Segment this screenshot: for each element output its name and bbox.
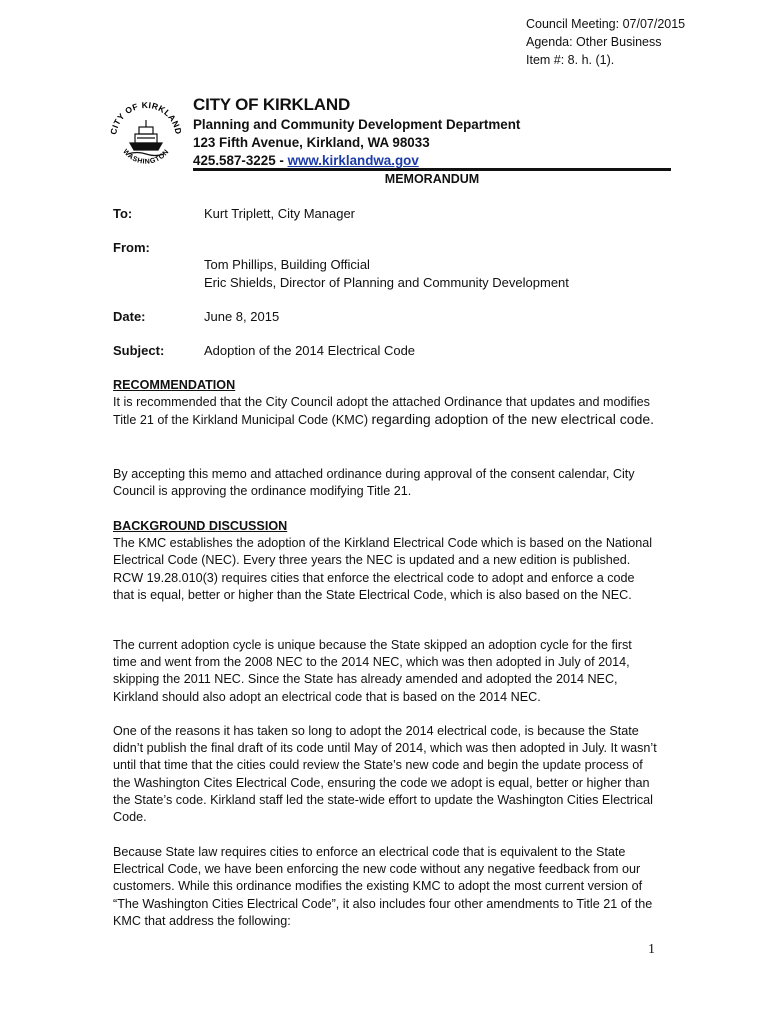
item-number: Item #: 8. h. (1).: [526, 53, 615, 67]
background-paragraph-1: The KMC establishes the adoption of the Kirkland Electrical Code which is based on the National Electrical Code (NEC). Every three years the NEC is updated and a new edition is published. RCW 19.28.010(3) requires cities that enforce the electrical code to adopt and enforce a code that is equal, better or higher than the State Electrical Code, which is also based on the NEC.: [113, 536, 653, 602]
background-heading: BACKGROUND DISCUSSION: [113, 519, 288, 533]
recommendation-paragraph: [113, 394, 658, 429]
date-value: June 8, 2015: [204, 309, 280, 324]
memo-title: MEMORANDUM: [384, 172, 480, 186]
page-number: 1: [648, 942, 655, 957]
from-label: From:: [113, 240, 150, 255]
background-paragraph-4: Because State law requires cities to enforce an electrical code that is equivalent to the State Electrical Code, we have been enforcing the new code without any negative feedback from our customers. While this ordinance modifies the existing KMC to adopt the most current version of “The Washington Cities Electrical Code”, it also includes four other amendments to Title 21 of the KMC that address the following:: [113, 845, 653, 928]
subject-value: Adoption of the 2014 Electrical Code: [204, 343, 416, 358]
address: 123 Fifth Avenue, Kirkland, WA 98033: [193, 135, 430, 150]
phone: 425.587-3225 -: [193, 153, 288, 168]
background-section: [113, 518, 658, 604]
background-paragraph-2: The current adoption cycle is unique because the State skipped an adoption cycle for the first time and went from the 2008 NEC to the 2014 NEC, which was then adopted in July of 2014, skipping the 2011 NEC. Since the State has already amended and adopted the 2014 NEC, Kirkland should also adopt an electrical code that is based on the 2014 NEC.: [113, 638, 632, 704]
ferry-boat-icon: [128, 120, 164, 156]
header-divider: [193, 168, 671, 171]
svg-text:CITY OF KIRKLAND: CITY OF KIRKLAND: [108, 99, 184, 136]
subject-label: Subject:: [113, 343, 165, 358]
from-values: [204, 256, 569, 292]
from-name-2: Eric Shields, Director of Planning and Community Development: [204, 275, 569, 290]
background-paragraph-3: One of the reasons it has taken so long to adopt the 2014 electrical code, is because the State didn’t publish the final draft of its code until May of 2014, which was then adopted in July. It wasn’t until that time that the cities could review the State’s new code and begin the update process of the Washington Cites Electrical Code, ensuring the code we adopt is equal, better or higher than the State’s code. Kirkland staff led the state-wide effort to update the Washington Cities Electrical Code.: [113, 724, 657, 825]
city-name: CITY OF KIRKLAND: [193, 95, 351, 114]
from-name-1: Tom Phillips, Building Official: [204, 257, 370, 272]
recommendation-text: It is recommended that the City Council adopt the attached Ordinance that updates and modifies Title 21 of the Kirkland Municipal Code (KMC): [113, 395, 650, 428]
agenda-line: Agenda: Other Business: [526, 35, 662, 49]
department-block: [193, 116, 520, 170]
website-link[interactable]: www.kirklandwa.gov: [287, 153, 419, 168]
meeting-date: Council Meeting: 07/07/2015: [526, 17, 686, 31]
recommendation-text-large: regarding adoption of the new electrical code.: [371, 411, 655, 428]
department-name: Planning and Community Development Department: [193, 117, 521, 132]
city-seal-logo: [106, 96, 186, 174]
recommendation-heading: RECOMMENDATION: [113, 378, 236, 392]
svg-text:WASHINGTON: WASHINGTON: [121, 148, 171, 166]
to-value: Kurt Triplett, City Manager: [204, 206, 355, 221]
date-label: Date:: [113, 309, 146, 324]
to-label: To:: [113, 206, 133, 221]
meeting-info: [526, 15, 685, 69]
recommendation-section: [113, 377, 658, 430]
consent-paragraph: By accepting this memo and attached ordinance during approval of the consent calendar, City Council is approving the ordinance modifying Title 21.: [113, 467, 635, 499]
